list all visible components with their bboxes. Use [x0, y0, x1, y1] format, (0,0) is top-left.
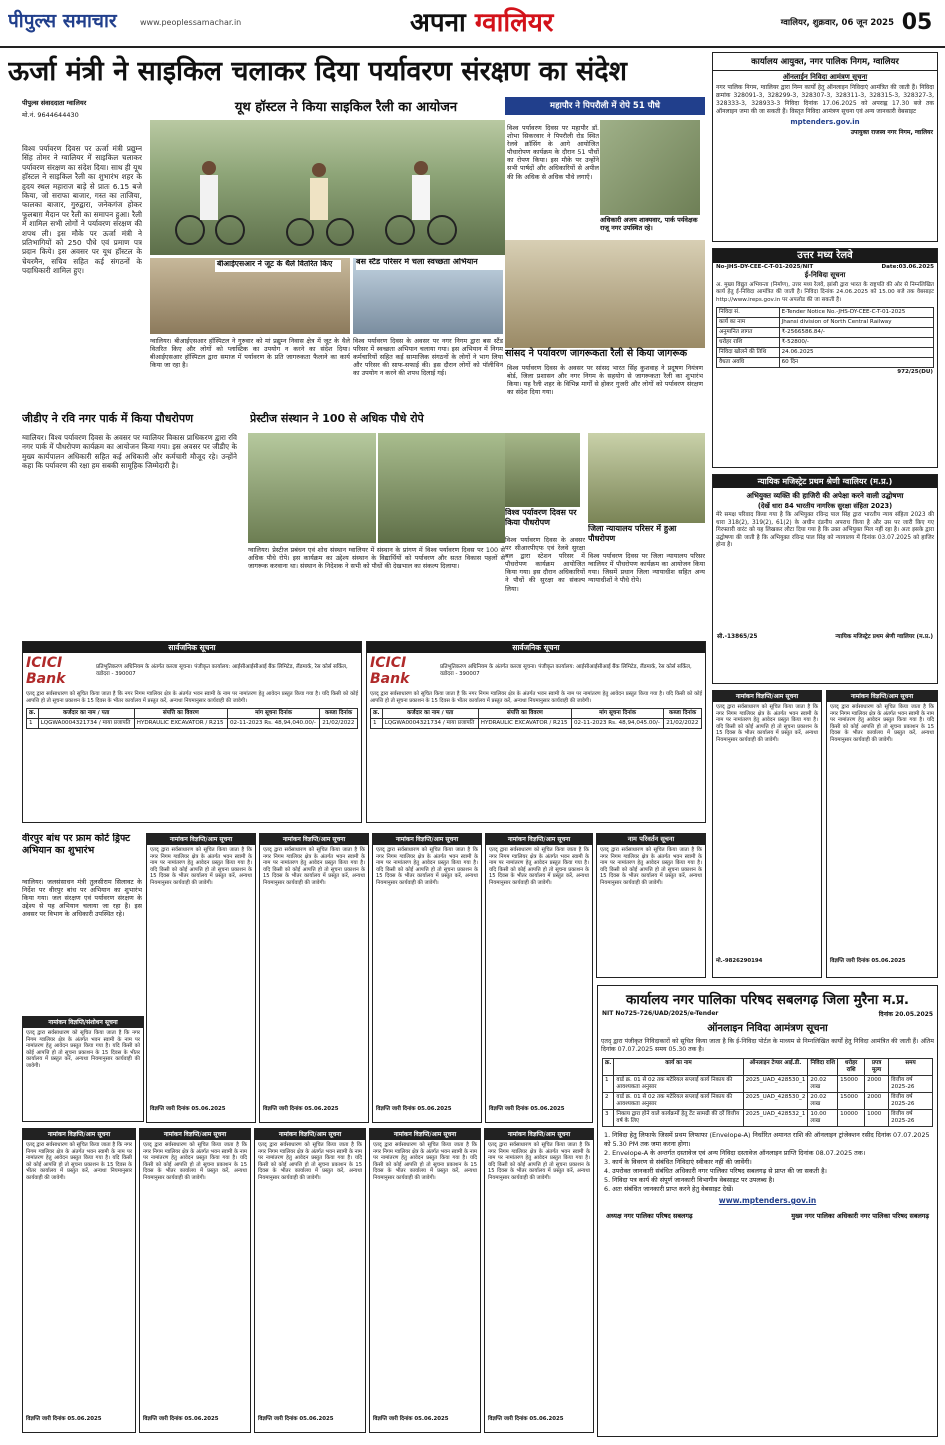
sabalgarh-table	[602, 1058, 933, 1127]
lead-headline: ऊर्जा मंत्री ने साइकिल चलाकर दिया पर्यावरण संरक्षण का संदेश	[8, 56, 628, 87]
notice-issued: विज्ञप्ति जारी दिनांक 05.06.2025	[489, 1106, 565, 1112]
table-cell: LQGWA0004321734 / माया प्रजापति	[38, 719, 134, 729]
table-cell: 21/02/2022	[320, 719, 358, 729]
naamaantaran-notice-9	[484, 1128, 594, 1433]
naamaantaran-notice-3	[372, 833, 482, 1123]
jila-headline: जिला न्यायालय परिसर में हुआ पौधरोपण	[588, 524, 677, 543]
table-header: कब्जा दिनांक	[320, 709, 358, 719]
prestige-headline: प्रेस्टीज संस्थान ने 100 से अधिक पौधे रोपे	[250, 412, 424, 425]
table-cell: ₹-2566586.84/-	[779, 328, 933, 338]
table-cell: 10000	[838, 1110, 865, 1127]
table-cell: 3	[603, 1110, 614, 1127]
court-case: सी.-13865/25	[717, 634, 758, 640]
table-cell: 2000	[865, 1076, 889, 1093]
saansad-photo	[505, 240, 705, 348]
notice-body: एतद् द्वारा सर्वसाधारण को सूचित किया जाता है कि नगर निगम ग्वालियर क्षेत्र के अंतर्गत भवन स्वामी के नाम पर नामांतरण हेतु आवेदन प्रस्तुत किया गया है। यदि किसी को कोई आपत्ति हो तो सूचना प्रकाशन के 15 दिवस के भीतर कार्यालय में प्रस्तुत करें, अन्यथा नियमानुसार कार्यवाही की जावेगी।	[263, 847, 365, 886]
section-title-part2: ग्वालियर	[474, 8, 554, 38]
notice-issued: विज्ञप्ति जारी दिनांक 05.06.2025	[376, 1106, 452, 1112]
table-header: निविदा राशि	[808, 1059, 838, 1076]
table-row	[603, 1093, 933, 1110]
table-cell: निकाय द्वारा होने वाले कार्यक्रमों हेतु टेंट सामग्री की दरें वित्तीय वर्ष के लिए	[614, 1110, 743, 1127]
notice-body: एतद् द्वारा सर्वसाधारण को सूचित किया जाता है कि नगर निगम ग्वालियर क्षेत्र के अंतर्गत भवन स्वामी के नाम पर नामांतरण हेतु आवेदन प्रस्तुत किया गया है। यदि किसी को कोई आपत्ति हो तो सूचना प्रकाशन के 15 दिवस के भीतर कार्यालय में प्रस्तुत करें, अन्यथा नियमानुसार कार्यवाही की जावेगी।	[830, 704, 934, 743]
naamaantaran-notice-4	[485, 833, 593, 1123]
table-cell: 20.02 लाख	[808, 1093, 838, 1110]
sabalgarh-date: दिनांक 20.05.2025	[878, 1011, 933, 1018]
prestige-photo-1	[248, 433, 376, 543]
court-title: न्यायिक मजिस्ट्रेट प्रथम श्रेणी ग्वालियर (म.प्र.)	[713, 475, 937, 488]
table-header: मांग सूचना दिनांक	[571, 709, 663, 719]
lead-byline: पीपुल्स संवाददाता ग्वालियर	[22, 99, 87, 107]
right-small-notice-2	[826, 690, 938, 978]
notice-title: नामांकन विज्ञप्ति/आम सूचना	[485, 1129, 593, 1140]
public-notice-2-addr: प्रतिभूतिकरण अधिनियम के अंतर्गत कब्जा सूचना। पंजीकृत कार्यालय: आईसीआईसीआई बैंक लिमिटेड, लैंडमार्क, रेस कोर्स सर्किल, वडोदरा - 390007	[440, 664, 692, 677]
mahapaur-photo	[600, 120, 700, 215]
table-header: कब्जा दिनांक	[664, 709, 702, 719]
notice-body: एतद् द्वारा सर्वसाधारण को सूचित किया जाता है कि नगर निगम ग्वालियर क्षेत्र के अंतर्गत भवन स्वामी के नाम पर नामांतरण हेतु आवेदन प्रस्तुत किया गया है। यदि किसी को कोई आपत्ति हो तो सूचना प्रकाशन के 15 दिवस के भीतर कार्यालय में प्रस्तुत करें, अन्यथा नियमानुसार कार्यवाही की जावेगी।	[373, 1142, 477, 1181]
lead-body: विश्व पर्यावरण दिवस पर ऊर्जा मंत्री प्रद्युम्न सिंह तोमर ने ग्वालियर में साइकिल चलाकर पर्यावरण संरक्षण का संदेश दिया। साथ ही यूथ हॉस्टल ने साइकिल रैली का शुभारंभ शहर के हृदय स्थल महाराज बाड़े से प्रातः 6.15 बजे किया, जो सराफा बाजार, गस्त का ताजिया, फालका बाजार, गुरुद्वारा, जनेकगंज होकर फूलबाग़ मैदान पर रैली का समापन हुआ। रैली में शामिल सभी लोगों ने पर्यावरण संरक्षण की शपथ ली। इस मौके पर ऊर्जा मंत्री ने प्रतिभागियों को 250 पौधे एवं प्रमाण पत्र प्रदान किये। इस अवसर पर यूथ हॉस्टल के चेयरमैन, सचिव सहित कई संगठनों के पदाधिकारी शामिल हुए।	[22, 144, 142, 276]
sabalgarh-tender	[597, 985, 938, 1437]
veerpur-headline: वीरपुर बांध पर फ्राम कोर्ट ड्रिफ्ट अभियान का शुभारंभ	[22, 833, 131, 856]
table-header: कर्जदार का नाम / पता	[38, 709, 134, 719]
lead-mobile: मो.नं. 9644644430	[22, 111, 79, 119]
sanshodhan-notice	[22, 1016, 144, 1122]
notice-body: एतद् द्वारा सर्वसाधारण को सूचित किया जाता है कि नगर निगम ग्वालियर क्षेत्र के अंतर्गत भवन स्वामी के नाम पर नामांतरण हेतु आवेदन प्रस्तुत किया गया है। यदि किसी को कोई आपत्ति हो तो सूचना प्रकाशन के 15 दिवस के भीतर कार्यालय में प्रस्तुत करें, अन्यथा नियमानुसार कार्यवाही की जावेगी।	[258, 1142, 362, 1181]
table-cell: 02-11-2023 Rs. 48,94,045.00/-	[571, 719, 663, 729]
saansad-body: विश्व पर्यावरण दिवस के अवसर पर सांसद भारत सिंह कुशवाह ने प्रदूषण नियंत्रण बोर्ड, जिला प्रशासन और नगर निगम के सहयोग से जागरूकता रैली का शुभारंभ किया। यह रैली शहर के विभिन्न मार्गों से होकर गुजरी और लोगों को पर्यावरण संरक्षण का संदेश दिया गया।	[507, 364, 703, 397]
public-notice-2	[366, 641, 706, 823]
nagar-nigam-subtitle: ऑनलाईन निविदा आमंत्रण सूचना	[782, 73, 868, 81]
table-header: क्र.	[371, 709, 383, 719]
notice-body: एतद् द्वारा सर्वसाधारण को सूचित किया जाता है कि नगर निगम ग्वालियर क्षेत्र के अंतर्गत भवन स्वामी के नाम पर नामांतरण हेतु आवेदन प्रस्तुत किया गया है। यदि किसी को कोई आपत्ति हो तो सूचना प्रकाशन के 15 दिवस के भीतर कार्यालय में प्रस्तुत करें, अन्यथा नियमानुसार कार्यवाही की जावेगी।	[143, 1142, 247, 1181]
veerpur-body: ग्वालियर। जलसंसाधन मंत्री तुलसीराम सिलावट के निर्देश पर वीरपुर बांध पर अभियान का शुभारंभ किया गया। जल संरक्षण एवं पर्यावरण संरक्षण के उद्देश्य से यह अभियान चलाया जा रहा है। इस अवसर पर विभाग के अधिकारी उपस्थित रहे।	[22, 878, 142, 919]
sabalgarh-intro: एतद् द्वारा पंजीकृत निविदाकारों को सूचित किया जाता है कि ई-निविदा पोर्टल के माध्यम से निम्नलिखित कार्यों हेतु निविदा आमंत्रित की जाती हैं। अंतिम दिनांक 07.07.2025 समय 05.30 तक है।	[601, 1038, 934, 1053]
naamaantaran-notice-5	[22, 1128, 136, 1433]
railway-body: अ. मुख्य विद्युत अभियन्ता (निर्माण), उत्तर मध्य रेलवे, झांसी द्वारा भारत के राष्ट्रपति की ओर से निम्नलिखित कार्य हेतु ई-निविदा आमंत्रित की जाती है। निविदा दिनांक 24.06.2025 को 15.00 बजे तक वेबसाइट http://www.ireps.gov.in पर अपलोड की जा सकती है।	[716, 282, 934, 303]
sabalgarh-note: 6. अतः संबंधित जानकारी प्राप्त करने हेतु वेबसाइट देखें।	[604, 1185, 734, 1193]
notice-issued: विज्ञप्ति जारी दिनांक 05.06.2025	[26, 1416, 102, 1422]
mahapaur-headline: महापौर ने पिपरौली में रोपे 51 पौधे	[505, 97, 705, 115]
table-cell: 21/02/2022	[664, 719, 702, 729]
table-cell: अनुमानित लागत	[717, 328, 780, 338]
notice-body: एतद् द्वारा सर्वसाधारण को सूचित किया जाता है कि नगर निगम ग्वालियर क्षेत्र के अंतर्गत भवन स्वामी के नाम पर नामांतरण हेतु आवेदन प्रस्तुत किया गया है। यदि किसी को कोई आपत्ति हो तो सूचना प्रकाशन के 15 दिवस के भीतर कार्यालय में प्रस्तुत करें, अन्यथा नियमानुसार कार्यवाही की जावेगी।	[488, 1142, 590, 1181]
jila-body: विश्व पर्यावरण दिवस पर जिला न्यायालय परिसर ग्वालियर में पौधरोपण कार्यक्रम का आयोजन किया गया। जिसमें प्रधान जिला न्यायाधीश सहित अन्य न्यायाधीशों ने पौधे रोपे।	[588, 552, 705, 585]
vishwa-headline: विश्व पर्यावरण दिवस पर किया पौधरोपण	[505, 508, 577, 527]
railway-footer: 972/25(DU)	[897, 369, 933, 376]
table-cell: 2025_UAD_428532_1	[743, 1110, 808, 1127]
table-header: प्रपत्र मूल्य	[865, 1059, 889, 1076]
nagar-nigam-body: नगर पालिक निगम, ग्वालियर द्वारा निम्न कार्यों हेतु ऑनलाइन निविदाएं आमंत्रित की जाती हैं। निविदा क्रमांक 328091-3, 328299-3, 328307-3, 328311-3, 328315-3, 328327-3, 328333-3, 328933-3 निविदा दिनांक 17.06.2025 को अपराह्न 17.30 बजे तक ऑनलाइन जमा की जा सकती हैं। विस्तृत निविदा आमंत्रण सूचना एवं अन्य जानकारी वेबसाइट	[716, 84, 934, 115]
prestige-body: ग्वालियर। प्रेस्टीज प्रबंधन एवं शोध संस्थान ग्वालियर में संस्थान के प्रांगण में विश्व पर्यावरण दिवस पर 100 से अधिक पौधे रोपे। इस कार्यक्रम का उद्देश्य संस्थान के विद्यार्थियों को पर्यावरण और सतत विकास पहलों से जागरूक करवाना था। संस्थान के निदेशक ने सभी को पौधों की देखभाल का संकल्प दिलाया।	[248, 546, 505, 571]
table-cell: 20.02 लाख	[808, 1076, 838, 1093]
sanshodhan-notice-title: नामांकन विज्ञप्ति/संशोधन सूचना	[23, 1017, 143, 1028]
notice-title: नामांकन विज्ञप्ति/आम सूचना	[260, 834, 368, 845]
table-cell: वित्तीय वर्ष 2025-26	[889, 1076, 933, 1093]
table-cell: निविदा खोलने की तिथि	[717, 348, 780, 358]
court-notice	[712, 474, 938, 684]
notice-body: एतद् द्वारा सर्वसाधारण को सूचित किया जाता है कि नगर निगम ग्वालियर क्षेत्र के अंतर्गत भवन स्वामी के नाम पर नामांतरण हेतु आवेदन प्रस्तुत किया गया है। यदि किसी को कोई आपत्ति हो तो सूचना प्रकाशन के 15 दिवस के भीतर कार्यालय में प्रस्तुत करें, अन्यथा नियमानुसार कार्यवाही की जावेगी।	[150, 847, 252, 886]
table-cell: E-Tender Notice No.-JHS-DY-CEE-C-T-01-2025	[779, 308, 933, 318]
site-url[interactable]: www.peoplessamachar.in	[140, 18, 242, 27]
table-cell: 2025_UAD_428530_1	[743, 1076, 808, 1093]
court-heading: अभियुक्त व्यक्ति की हाजिरी की अपेक्षा करने वाली उद्घोषणा	[746, 491, 904, 500]
court-sign: न्यायिक मजिस्ट्रेट प्रथम श्रेणी ग्वालियर (म.प्र.)	[835, 634, 933, 640]
notice-title: नामांकन विज्ञप्ति/आम सूचना	[147, 834, 255, 845]
notice-issued: विज्ञप्ति जारी दिनांक 05.06.2025	[830, 958, 906, 964]
notice-title: नामांकन विज्ञप्ति/आम सूचना	[23, 1129, 135, 1140]
table-cell: 15000	[838, 1076, 865, 1093]
notice-title: नामांकन विज्ञप्ति/आम सूचना	[486, 834, 592, 845]
naam-parivartan-notice	[596, 833, 706, 978]
notice-title: नामांकन विज्ञप्ति/आम सूचना	[713, 691, 821, 702]
naamaantaran-notice-8	[369, 1128, 481, 1433]
court-body: मेरे समक्ष परिवाद किया गया है कि अभियुक्त रविन्द्र पाल सिंह द्वारा भारतीय न्याय संहिता 2023 की धारा 318(2), 319(2), 61(2) के अधीन दंडनीय अपराध किया है और उस पर जारी किए गए गिरफ्तारी वारंट को यह लिखकर लौटा दिया गया है कि उक्त अभियुक्त मिल नहीं रहा है। अतः इसके द्वारा उद्घोषणा की जाती है कि अभियुक्त रविन्द्र पाल सिंह को न्यायालय में दिनांक 03.07.2025 को हाजिर होना है।	[716, 512, 934, 549]
jdn-headline: जीडीए ने रवि नगर पार्क में किया पौधरोपण	[22, 412, 194, 425]
cyclists-illustration	[150, 120, 505, 255]
court-sub: (देखें धारा 84 भारतीय नागरिक सुरक्षा संहिता 2023)	[757, 502, 893, 510]
sabalgarh-sign-left: अध्यक्ष नगर पालिका परिषद सबलगढ़	[606, 1212, 693, 1220]
masthead	[0, 0, 945, 48]
table-header: क्र.	[27, 709, 39, 719]
table-cell: कार्य का नाम	[717, 318, 780, 328]
table-cell: HYDRAULIC EXCAVATOR / R215	[478, 719, 571, 729]
sabalgarh-note: 4. उपरोक्त जानकारी संबंधित अधिकारी नगर पालिका परिषद सबलगढ़ से प्राप्त की जा सकती है।	[604, 1167, 827, 1175]
table-cell: 02-11-2023 Rs. 48,94,040.00/-	[227, 719, 319, 729]
saansad-headline: सांसद ने पर्यावरण जागरूकता रैली से किया जागरूक	[505, 348, 688, 359]
vishwa-body: विश्व पर्यावरण दिवस के अवसर पर सीआरपीएफ एवं रेलवे सुरक्षा बल द्वारा स्टेशन परिसर में पौधरोपण कार्यक्रम आयोजित किया गया। इस दौरान अधिकारियों ने पौधों की सुरक्षा का संकल्प लिया।	[505, 536, 585, 593]
prestige-photo-2	[378, 433, 505, 543]
notice-body: एतद् द्वारा सर्वसाधारण को सूचित किया जाता है कि नगर निगम ग्वालियर क्षेत्र के अंतर्गत भवन स्वामी के नाम पर नामांतरण हेतु आवेदन प्रस्तुत किया गया है। यदि किसी को कोई आपत्ति हो तो सूचना प्रकाशन के 15 दिवस के भीतर कार्यालय में प्रस्तुत करें, अन्यथा नियमानुसार कार्यवाही की जावेगी।	[26, 1142, 132, 1181]
public-notice-1-text: एतद् द्वारा सर्वसाधारण को सूचित किया जाता है कि नगर निगम ग्वालियर क्षेत्र के अंतर्गत भवन स्वामी के नाम पर नामांतरण हेतु आवेदन प्रस्तुत किया गया है। यदि किसी को कोई आपत्ति हो तो सूचना प्रकाशन के 15 दिवस के भीतर कार्यालय में प्रस्तुत करें, अन्यथा नियमानुसार कार्यवाही की जावेगी।	[26, 691, 358, 704]
railway-table	[716, 307, 934, 368]
table-cell: 2025_UAD_428530_2	[743, 1093, 808, 1110]
sabalgarh-note: 5. निविदा पत्र कार्य की संपूर्ण जानकारी विभागीय वेबसाइट पर उपलब्ध है।	[604, 1176, 775, 1184]
busstand-headline: बस स्टैंड परिसर में चला स्वच्छता अभियान	[356, 258, 518, 270]
notice-title: नामांकन विज्ञप्ति/आम सूचना	[140, 1129, 250, 1140]
table-header: समय	[889, 1059, 933, 1076]
public-notice-2-table	[370, 708, 702, 729]
table-cell: Jhansi division of North Central Railway	[779, 318, 933, 328]
sabalgarh-title: कार्यालय नगर पालिका परिषद सबलगढ़ जिला मुरैना म.प्र.	[626, 992, 909, 1008]
notice-issued: विज्ञप्ति जारी दिनांक 05.06.2025	[143, 1416, 219, 1422]
notice-body: एतद् द्वारा सर्वसाधारण को सूचित किया जाता है कि नगर निगम ग्वालियर क्षेत्र के अंतर्गत भवन स्वामी के नाम पर नामांतरण हेतु आवेदन प्रस्तुत किया गया है। यदि किसी को कोई आपत्ति हो तो सूचना प्रकाशन के 15 दिवस के भीतर कार्यालय में प्रस्तुत करें, अन्यथा नियमानुसार कार्यवाही की जावेगी।	[716, 704, 818, 743]
railway-subhead: ई-निविदा सूचना	[804, 271, 846, 279]
table-header: संपत्ति का विवरण	[478, 709, 571, 719]
nagar-nigam-title: कार्यालय आयुक्त, नगर पालिक निगम, ग्वालियर	[713, 53, 937, 71]
table-row	[603, 1076, 933, 1093]
naamaantaran-notice-6	[139, 1128, 251, 1433]
railway-tender-no: No-JHS-DY-CEE-C-T-01-2025/NIT	[716, 264, 814, 270]
table-cell: 1000	[865, 1110, 889, 1127]
vishwa-photo	[505, 433, 580, 507]
notice-issued: विज्ञप्ति जारी दिनांक 05.06.2025	[150, 1106, 226, 1112]
brishabh-headline: बीआईएसआर ने जूट के थैले वितरित किए	[215, 260, 341, 272]
public-notice-2-text: एतद् द्वारा सर्वसाधारण को सूचित किया जाता है कि नगर निगम ग्वालियर क्षेत्र के अंतर्गत भवन स्वामी के नाम पर नामांतरण हेतु आवेदन प्रस्तुत किया गया है। यदि किसी को कोई आपत्ति हो तो सूचना प्रकाशन के 15 दिवस के भीतर कार्यालय में प्रस्तुत करें, अन्यथा नियमानुसार कार्यवाही की जावेगी।	[370, 691, 702, 704]
table-header: कार्य का नाम	[614, 1059, 743, 1076]
public-notice-2-title: सार्वजनिक सूचना	[367, 642, 705, 653]
table-cell: धरोहर राशि	[717, 338, 780, 348]
table-cell: 60 दिन	[779, 358, 933, 368]
nagar-nigam-sign: उपायुक्त राजस्व नगर निगम, ग्वालियर	[850, 129, 933, 136]
public-notice-1	[22, 641, 362, 823]
jdn-body: ग्वालियर। विश्व पर्यावरण दिवस के अवसर पर ग्वालियर विकास प्राधिकरण द्वारा रवि नगर पार्क में पौधरोपण कार्यक्रम का आयोजन किया गया। इस अवसर पर जीडीए के मुख्य कार्यपालन अधिकारी सहित कई अधिकारी और कर्मचारी मौजूद रहे। उन्होंने कहा कि पर्यावरण की रक्षा हम सबकी सामूहिक जिम्मेदारी है।	[22, 433, 237, 471]
public-notice-1-title: सार्वजनिक सूचना	[23, 642, 361, 653]
table-row	[603, 1110, 933, 1127]
table-cell: वार्ड क्र. 01 से 02 तक मटेरियल सप्लाई कार्य निकाय की आवश्यकता अनुसार	[614, 1093, 743, 1110]
brand-logo: पीपुल्स समाचार	[8, 10, 117, 32]
table-cell: 1	[603, 1076, 614, 1093]
table-header: धरोहर राशि	[838, 1059, 865, 1076]
railway-title: उत्तर मध्य रेलवे	[713, 249, 937, 263]
brishabh-body: ग्वालियर। बीआईएसआर हॉस्पिटल ने गुरुवार को मां प्रद्युम्न निवास क्षेत्र में जूट के थैले वितरित किए और लोगों को प्लास्टिक का उपयोग न करने का संदेश दिया। बीआईएसआर हॉस्पिटल द्वारा समाज में पर्यावरण के प्रति जागरुकता फैलाने का कार्य किया जा रहा है।	[150, 337, 350, 370]
busstand-body: विश्व पर्यावरण दिवस के अवसर पर नगर निगम द्वारा बस स्टैंड परिसर में स्वच्छता अभियान चलाया गया। इस अभियान में निगम कर्मचारियों सहित कई सामाजिक संगठनों के लोगों ने भाग लिया और परिसर की साफ-सफाई की। इस दौरान लोगों को पॉलीथिन का उपयोग न करने की शपथ दिलाई गई।	[353, 337, 503, 378]
table-cell: 10.00 लाख	[808, 1110, 838, 1127]
notice-issued: विज्ञप्ति जारी दिनांक 05.06.2025	[263, 1106, 339, 1112]
notice-title: नामांकन विज्ञप्ति/आम सूचना	[370, 1129, 480, 1140]
table-cell: 1	[371, 719, 383, 729]
table-header: मांग सूचना दिनांक	[227, 709, 319, 719]
notice-title: नामांकन विज्ञप्ति/आम सूचना	[827, 691, 937, 702]
dateline: ग्वालियर, शुक्रवार, 06 जून 2025	[780, 18, 894, 28]
table-cell: निविदा सं.	[717, 308, 780, 318]
nagar-nigam-notice	[712, 52, 938, 242]
railway-notice	[712, 248, 938, 468]
table-header: क्र.	[603, 1059, 614, 1076]
notice-issued: विज्ञप्ति जारी दिनांक 05.06.2025	[488, 1416, 564, 1422]
notice-issued: विज्ञप्ति जारी दिनांक 05.06.2025	[258, 1416, 334, 1422]
sabalgarh-link[interactable]: www.mptenders.gov.in	[718, 1196, 817, 1205]
section-title-part1: अपना	[410, 8, 466, 38]
public-notice-1-table	[26, 708, 358, 729]
table-cell: वार्ड क्र. 01 से 02 तक मटेरियल सप्लाई कार्य निकाय की आवश्यकता अनुसार	[614, 1076, 743, 1093]
notice-title: नामांकन विज्ञप्ति/आम सूचना	[373, 834, 481, 845]
table-cell: वित्तीय वर्ष 2025-26	[889, 1093, 933, 1110]
table-cell: वित्तीय वर्ष 2025-26	[889, 1110, 933, 1127]
table-cell: 2	[603, 1093, 614, 1110]
table-cell: 24.06.2025	[779, 348, 933, 358]
notice-phone: मो.-9826290194	[716, 958, 763, 964]
icici-logo: ICICI Bank	[370, 655, 410, 687]
sabalgarh-note: 3. कार्य के विवरण से संबंधित निविदाएं स्वीकार नहीं की जावेंगी।	[604, 1158, 752, 1166]
sabalgarh-sign-right: मुख्य नगर पालिका अधिकारी नगर पालिका परिषद सबलगढ़	[791, 1212, 929, 1220]
table-cell: HYDRAULIC EXCAVATOR / R215	[134, 719, 227, 729]
sabalgarh-note: 1. निविदा हेतु लिफाफे जिसमें प्रथम लिफाफा (Envelope-A) निर्धारित अमानत राशि की ऑनलाइन ट्रांजेक्शन रसीद दिनांक 07.07.2025 को 5.30 PM तक जमा करना होगा।	[604, 1131, 930, 1148]
notice-title: नाम परिवर्तन सूचना	[597, 834, 705, 845]
notice-body: एतद् द्वारा सर्वसाधारण को सूचित किया जाता है कि नगर निगम ग्वालियर क्षेत्र के अंतर्गत भवन स्वामी के नाम पर नामांतरण हेतु आवेदन प्रस्तुत किया गया है। यदि किसी को कोई आपत्ति हो तो सूचना प्रकाशन के 15 दिवस के भीतर कार्यालय में प्रस्तुत करें, अन्यथा नियमानुसार कार्यवाही की जावेगी।	[489, 847, 589, 886]
lead-photo	[150, 120, 505, 255]
icici-logo: ICICI Bank	[26, 655, 66, 687]
jila-photo	[588, 433, 705, 523]
notice-body: एतद् द्वारा सर्वसाधारण को सूचित किया जाता है कि नगर निगम ग्वालियर क्षेत्र के अंतर्गत भवन स्वामी के नाम पर नामांतरण हेतु आवेदन प्रस्तुत किया गया है। यदि किसी को कोई आपत्ति हो तो सूचना प्रकाशन के 15 दिवस के भीतर कार्यालय में प्रस्तुत करें, अन्यथा नियमानुसार कार्यवाही की जावेगी।	[376, 847, 478, 886]
sanshodhan-notice-body: एतद् द्वारा सर्वसाधारण को सूचित किया जाता है कि नगर निगम ग्वालियर क्षेत्र के अंतर्गत भवन स्वामी के नाम पर नामांतरण हेतु आवेदन प्रस्तुत किया गया है। यदि किसी को कोई आपत्ति हो तो सूचना प्रकाशन के 15 दिवस के भीतर कार्यालय में प्रस्तुत करें, अन्यथा नियमानुसार कार्यवाही की जावेगी।	[26, 1030, 140, 1069]
table-cell: ₹-52800/-	[779, 338, 933, 348]
notice-body: एतद् द्वारा सर्वसाधारण को सूचित किया जाता है कि नगर निगम ग्वालियर क्षेत्र के अंतर्गत भवन स्वामी के नाम पर नामांतरण हेतु आवेदन प्रस्तुत किया गया है। यदि किसी को कोई आपत्ति हो तो सूचना प्रकाशन के 15 दिवस के भीतर कार्यालय में प्रस्तुत करें, अन्यथा नियमानुसार कार्यवाही की जावेगी।	[600, 847, 702, 886]
naamaantaran-notice-2	[259, 833, 369, 1123]
lead-photo-title: यूथ हॉस्टल ने किया साइकिल रैली का आयोजन	[234, 100, 458, 115]
notice-issued: विज्ञप्ति जारी दिनांक 05.06.2025	[373, 1416, 449, 1422]
naamaantaran-notice-1	[146, 833, 256, 1123]
sabalgarh-note: 2. Envelope-A के अन्तर्गत दस्तावेज एवं अन्य निविदा दस्तावेज ऑनलाइन प्राप्ति दिनांक 08.07.2025 तक।	[604, 1149, 866, 1157]
table-header: ऑनलाइन टेण्डर आई.डी.	[743, 1059, 808, 1076]
nagar-nigam-link[interactable]: mptenders.gov.in	[790, 118, 860, 126]
mahapaur-caption: अधिकारी अजय शाक्यवार, पार्क पर्यवेक्षक राजू नगर उपस्थित रहे।	[600, 216, 698, 233]
public-notice-1-addr: प्रतिभूतिकरण अधिनियम के अंतर्गत कब्जा सूचना। पंजीकृत कार्यालय: आईसीआईसीआई बैंक लिमिटेड, लैंडमार्क, रेस कोर्स सर्किल, वडोदरा - 390007	[96, 664, 348, 677]
table-header: संपत्ति का विवरण	[134, 709, 227, 719]
table-cell: वैधता अवधि	[717, 358, 780, 368]
table-header: कर्जदार का नाम / पता	[382, 709, 478, 719]
table-cell: 2000	[865, 1093, 889, 1110]
section-title	[410, 4, 610, 42]
right-small-notice-1	[712, 690, 822, 978]
railway-date: Date:03.06.2025	[881, 264, 934, 270]
sabalgarh-nit: NIT No725-726/UAD/2025/e-Tender	[602, 1010, 719, 1017]
table-cell: 15000	[838, 1093, 865, 1110]
sabalgarh-subtitle: ऑनलाइन निविदा आमंत्रण सूचना	[707, 1023, 828, 1034]
page-number: 05	[901, 10, 933, 35]
notice-title: नामांकन विज्ञप्ति/आम सूचना	[255, 1129, 365, 1140]
table-cell: 1	[27, 719, 39, 729]
table-cell: LQGWA0004321734 / माया प्रजापति	[382, 719, 478, 729]
mahapaur-body: विश्व पर्यावरण दिवस पर महापौर डॉ. शोभा सिकरवार ने पिपरौली रोड स्थित रेलवे क्रॉसिंग के आगे आयोजित पौधारोपण कार्यक्रम के दौरान 51 पौधों का रोपण किया। इस मौके पर उन्होंने सभी पार्षदों और अधिकारियों से अपील की कि अधिक से अधिक पौधे लगाएँ।	[507, 124, 599, 181]
naamaantaran-notice-7	[254, 1128, 366, 1433]
